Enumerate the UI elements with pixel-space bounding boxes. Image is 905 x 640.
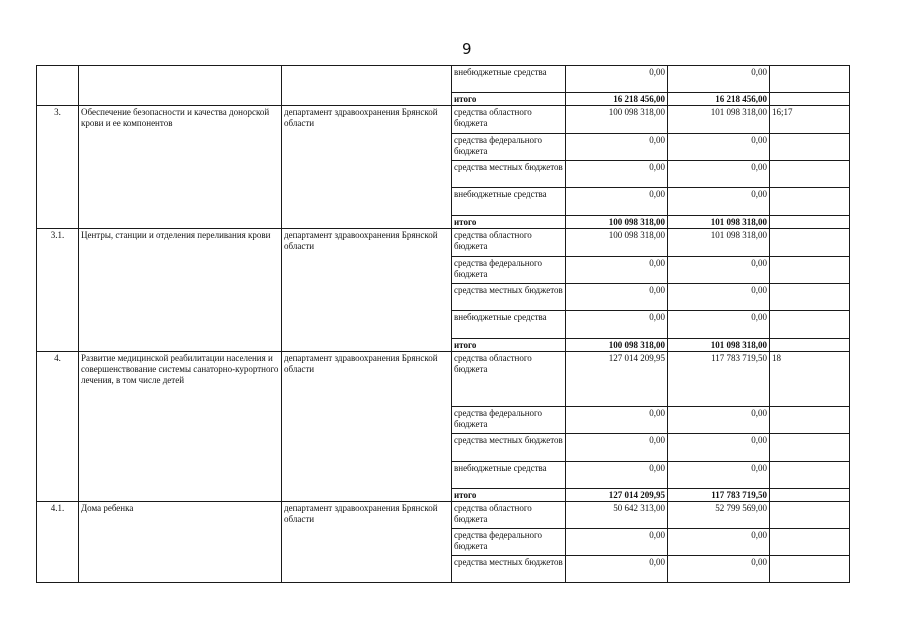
amount-year-2: 0,00 [668,161,770,188]
indicator-ref [770,284,850,311]
funding-source: средства местных бюджетов [452,434,566,462]
funding-source: внебюджетные средства [452,66,566,93]
amount-year-2: 0,00 [668,311,770,339]
indicator-ref [770,257,850,284]
indicator-ref [770,489,850,502]
indicator-ref [770,134,850,161]
amount-year-1: 127 014 209,95 [566,352,668,407]
funding-source: средства местных бюджетов [452,556,566,583]
funding-source: средства федерального бюджета [452,407,566,434]
indicator-ref [770,462,850,489]
amount-year-2: 101 098 318,00 [668,216,770,229]
funding-source: средства федерального бюджета [452,529,566,556]
indicator-ref [770,502,850,529]
total-label: итого [452,339,566,352]
amount-year-2: 0,00 [668,434,770,462]
funding-source: средства областного бюджета [452,352,566,407]
table-row [37,352,850,407]
amount-year-2: 0,00 [668,284,770,311]
indicator-ref [770,229,850,257]
amount-year-1: 127 014 209,95 [566,489,668,502]
amount-year-2: 0,00 [668,134,770,161]
indicator-ref [770,311,850,339]
amount-year-1: 0,00 [566,284,668,311]
amount-year-2: 0,00 [668,556,770,583]
table-row [37,229,850,257]
amount-year-1: 0,00 [566,556,668,583]
amount-year-1: 0,00 [566,311,668,339]
amount-year-1: 100 098 318,00 [566,216,668,229]
item-executor: департамент здравоохранения Брянской области [282,502,452,583]
total-label: итого [452,216,566,229]
amount-year-2: 0,00 [668,462,770,489]
funding-source: средства областного бюджета [452,106,566,134]
indicator-ref [770,407,850,434]
amount-year-2: 16 218 456,00 [668,93,770,106]
funding-source: внебюджетные средства [452,462,566,489]
item-number [37,66,79,106]
amount-year-1: 0,00 [566,188,668,216]
funding-source: внебюджетные средства [452,311,566,339]
item-name: Дома ребенка [79,502,282,583]
funding-source: средства местных бюджетов [452,161,566,188]
item-name: Обеспечение безопасности и качества донорской крови и ее компонентов [79,106,282,229]
amount-year-2: 101 098 318,00 [668,106,770,134]
amount-year-1: 0,00 [566,462,668,489]
amount-year-1: 16 218 456,00 [566,93,668,106]
amount-year-2: 0,00 [668,188,770,216]
program-financing-table [36,65,850,583]
item-number: 3. [37,106,79,229]
indicator-ref: 16;17 [770,106,850,134]
item-number: 3.1. [37,229,79,352]
indicator-ref [770,188,850,216]
indicator-ref: 18 [770,352,850,407]
amount-year-2: 117 783 719,50 [668,352,770,407]
amount-year-1: 0,00 [566,161,668,188]
table-row [37,502,850,529]
amount-year-1: 0,00 [566,134,668,161]
amount-year-1: 100 098 318,00 [566,229,668,257]
amount-year-1: 0,00 [566,66,668,93]
page-number: 9 [462,40,472,58]
amount-year-1: 100 098 318,00 [566,106,668,134]
indicator-ref [770,93,850,106]
indicator-ref [770,434,850,462]
funding-source: средства областного бюджета [452,502,566,529]
item-number: 4.1. [37,502,79,583]
amount-year-1: 0,00 [566,434,668,462]
indicator-ref [770,529,850,556]
amount-year-2: 117 783 719,50 [668,489,770,502]
indicator-ref [770,161,850,188]
indicator-ref [770,216,850,229]
item-name: Центры, станции и отделения переливания крови [79,229,282,352]
total-label: итого [452,93,566,106]
amount-year-1: 0,00 [566,257,668,284]
funding-source: средства областного бюджета [452,229,566,257]
amount-year-2: 52 799 569,00 [668,502,770,529]
amount-year-2: 101 098 318,00 [668,339,770,352]
item-executor: департамент здравоохранения Брянской области [282,229,452,352]
amount-year-2: 0,00 [668,257,770,284]
amount-year-1: 0,00 [566,529,668,556]
indicator-ref [770,339,850,352]
amount-year-1: 100 098 318,00 [566,339,668,352]
item-executor [282,66,452,106]
item-number: 4. [37,352,79,502]
amount-year-2: 101 098 318,00 [668,229,770,257]
amount-year-2: 0,00 [668,66,770,93]
item-executor: департамент здравоохранения Брянской области [282,352,452,502]
amount-year-1: 0,00 [566,407,668,434]
indicator-ref [770,556,850,583]
table-row [37,66,850,93]
funding-source: средства местных бюджетов [452,284,566,311]
funding-source: внебюджетные средства [452,188,566,216]
funding-source: средства федерального бюджета [452,134,566,161]
indicator-ref [770,66,850,93]
funding-source: средства федерального бюджета [452,257,566,284]
item-executor: департамент здравоохранения Брянской области [282,106,452,229]
amount-year-1: 50 642 313,00 [566,502,668,529]
item-name: Развитие медицинской реабилитации населения и совершенствование системы санаторно-курортного лечения, в том числе детей [79,352,282,502]
amount-year-2: 0,00 [668,407,770,434]
amount-year-2: 0,00 [668,529,770,556]
item-name [79,66,282,106]
table-row [37,106,850,134]
total-label: итого [452,489,566,502]
